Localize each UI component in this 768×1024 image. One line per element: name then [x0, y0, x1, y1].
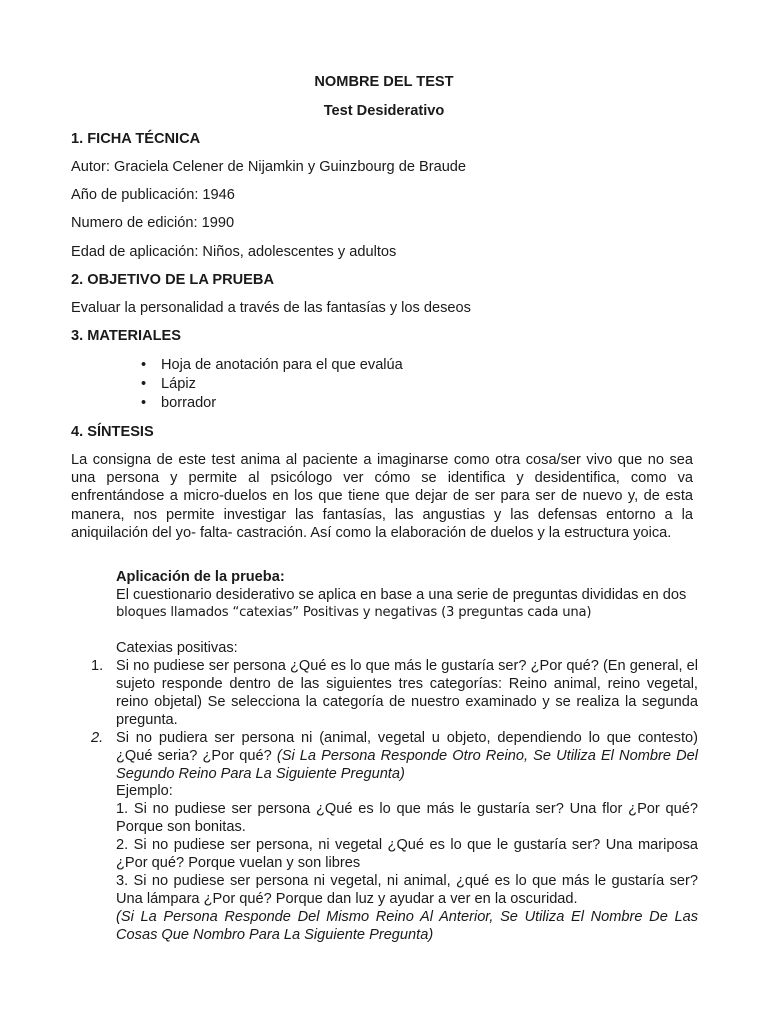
aplicacion-line-2: bloques llamados “catexias” Positivas y negativas (3 preguntas cada una) [116, 605, 592, 620]
section-heading-sintesis: 4. SÍNTESIS [71, 424, 154, 440]
ficha-edicion: Numero de edición: 1990 [71, 215, 235, 231]
item-number: 1. [91, 658, 104, 674]
final-note: (Si La Persona Responde Del Mismo Reino Al Anterior, Se Utiliza El Nombre De Las Cosas Que Nombro Para La Siguiente Pregunta) [116, 909, 698, 943]
ficha-autor: Autor: Graciela Celener de Nijamkin y Guinzbourg de Braude [71, 159, 467, 175]
materiales-list [141, 356, 403, 413]
ejemplo-2: 2. Si no pudiese ser persona, ni vegetal ¿Qué es lo que le gustaría ser? Una mariposa ¿Por qué? Porque vuelan y son libres [116, 837, 698, 871]
bullet-icon: • [141, 376, 147, 392]
bullet-icon: • [141, 357, 147, 373]
ficha-edad: Edad de aplicación: Niños, adolescentes y adultos [71, 244, 397, 260]
item-number: 2. [91, 730, 104, 746]
document-title: NOMBRE DEL TEST [314, 74, 454, 90]
catexias-label: Catexias positivas: [116, 640, 238, 656]
section-heading-objetivo: 2. OBJETIVO DE LA PRUEBA [71, 272, 274, 288]
section-heading-ficha: 1. FICHA TÉCNICA [71, 131, 201, 147]
ficha-anio: Año de publicación: 1946 [71, 187, 235, 203]
item-text: Si no pudiera ser persona ni (animal, vegetal u objeto, dependiendo lo que contesto) ¿Qué seria? ¿Por qué? [116, 730, 698, 764]
ejemplo-label: Ejemplo: [116, 783, 173, 799]
objetivo-text: Evaluar la personalidad a través de las fantasías y los deseos [71, 300, 471, 316]
ejemplo-3: 3. Si no pudiese ser persona ni vegetal, ni animal, ¿qué es lo que más le gustaría ser? Una lámpara ¿Por qué? Porque dan luz y ayudar a ver en la oscuridad. [116, 873, 698, 907]
aplicacion-block [116, 568, 698, 622]
item-note: (Si La Persona Responde Otro Reino, Se Utiliza El Nombre Del Segundo Reino Para La Siguiente Pregunta) [116, 748, 698, 782]
aplicacion-heading: Aplicación de la prueba: [116, 569, 285, 585]
item-text: Si no pudiese ser persona ¿Qué es lo que más le gustaría ser? ¿Por qué? (En general, el sujeto responde dentro de las siguientes tres categorías: Reino animal, reino vegetal, reino objetal) Se selecciona la categoría de nuestro examinado y se realiza la segunda pregunta. [116, 658, 698, 728]
ejemplo-block [116, 782, 698, 944]
list-item: • borrador [141, 395, 217, 411]
sintesis-paragraph: La consigna de este test anima al paciente a imaginarse como otra cosa/ser vivo que no sea una persona y permite al psicólogo ver cómo se identifica y desidentifica, como va enfrentándose a micro-duelos en los que tiene que dejar de ser para ser de nuevo y, de esta manera, nos permite investigar las fantasías, las angustias y las defensas entorno a la aniquilación del yo- falta- castración. Así como la elaboración de duelos y la estructura yoica. [71, 452, 693, 541]
list-item: • Lápiz [141, 376, 196, 392]
list-item: • Hoja de anotación para el que evalúa [141, 357, 403, 373]
bullet-icon: • [141, 395, 147, 411]
section-heading-materiales: 3. MATERIALES [71, 328, 182, 344]
ejemplo-1: 1. Si no pudiese ser persona ¿Qué es lo que más le gustaría ser? Una flor ¿Por qué? Porque son bonitas. [116, 801, 698, 835]
aplicacion-line-1: El cuestionario desiderativo se aplica en base a una serie de preguntas divididas en dos [116, 587, 687, 603]
document-subtitle: Test Desiderativo [323, 103, 445, 119]
